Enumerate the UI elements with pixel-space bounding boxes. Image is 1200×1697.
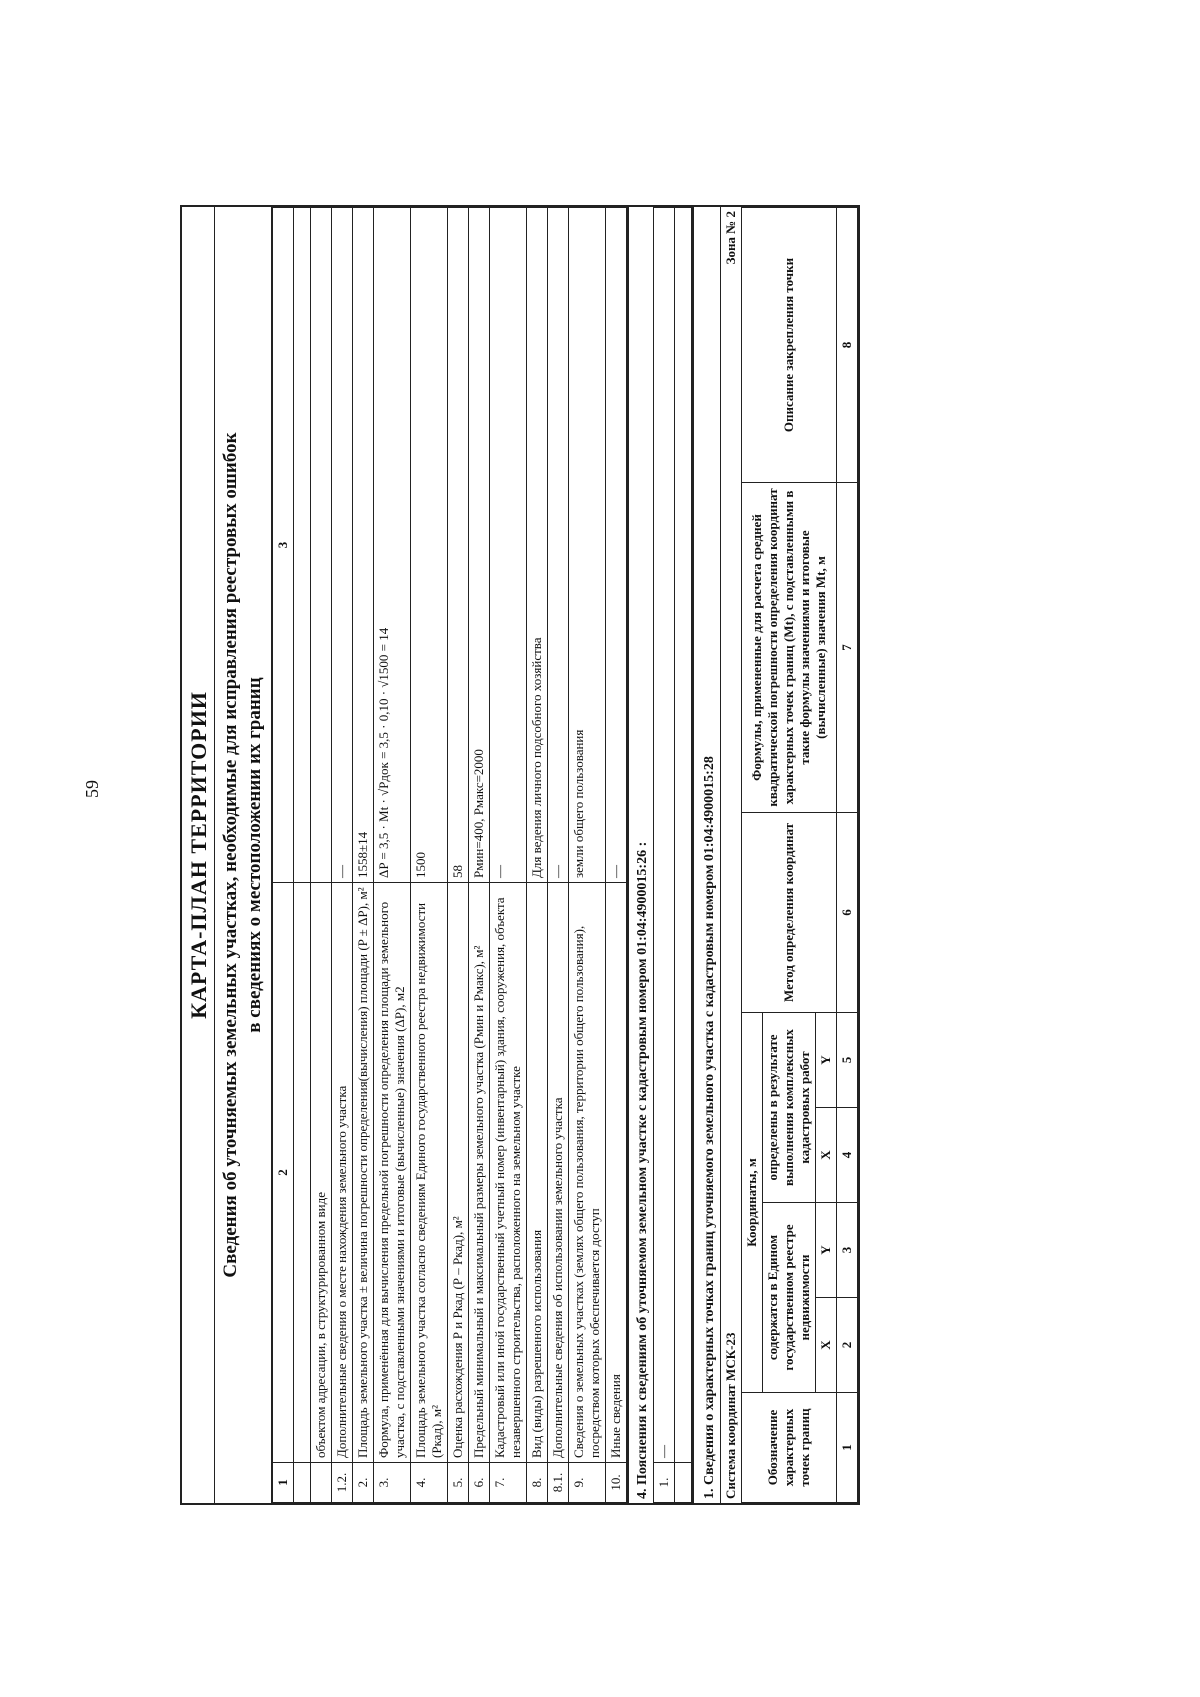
row-number: 10. [606,1463,627,1503]
row-number: 6. [469,1463,490,1503]
table-row [654,208,675,1503]
row-number: 1. [654,1463,675,1503]
row-number: 7. [490,1463,527,1503]
row-number: 4. [411,1463,448,1503]
row-label: Сведения о земельных участках (землях общего пользования, территории общего пользования), посредством которых обеспечивается доступ [569,883,606,1463]
header-coords: Координаты, м [742,1012,763,1392]
coord-system: Система координат МСК-23 [723,1332,738,1499]
header-point: Обозначение характерных точек границ [742,1393,837,1503]
row-number: 3. [374,1463,411,1503]
row-label: Предельный минимальный и максимальный размеры земельного участка (Рмин и Рмакс), м² [469,883,490,1463]
row-value: — [606,208,627,883]
header-x: X [816,1298,837,1393]
col-number: 1 [837,1393,858,1503]
table-row [527,208,548,1503]
section-4-title: 4. Пояснения к сведениям об уточняемом земельном участке с кадастровым номером 01:04:4900015:26 : [627,207,653,1503]
row-label: Площадь земельного участка согласно сведениям Единого государственного реестра недвижимости (Ркад), м² [411,883,448,1463]
row-number: 8.1. [548,1463,569,1503]
row-value: 1558±14 [353,208,374,883]
row-value: 1500 [411,208,448,883]
table-row [606,208,627,1503]
table-row [311,208,332,1503]
row-number: 1.2. [332,1463,353,1503]
table-row [548,208,569,1503]
row-value [311,208,332,883]
col-number: 6 [837,812,858,1012]
col-number: 7 [837,482,858,812]
row-label: Дополнительные сведения о месте нахождения земельного участка [332,883,353,1463]
row-value: — [490,208,527,883]
row-number: 5. [448,1463,469,1503]
row-label: Площадь земельного участка ± величина погрешности определения(вычисления) площади (P ± ΔP), м² [353,883,374,1463]
row-label: Вид (виды) разрешенного использования [527,883,548,1463]
details-header-row [273,208,294,1503]
coord-header-row-1 [742,208,763,1503]
header-egrn: содержатся в Едином государственном реестре недвижимости [763,1203,816,1393]
row-value: земли общего пользования [569,208,606,883]
rotated-form [180,205,1040,1505]
table-row [448,208,469,1503]
col-number: 8 [837,208,858,483]
header-y: Y [816,1012,837,1107]
blank-row [675,208,692,1503]
header-formula: Формулы, примененные для расчета средней квадратической погрешности определения координат характерных точек границ (Mt), с подставленными в такие формулы значениями и итоговые (вычисленные) значения Mt, м [742,482,837,812]
section-1-title: 1. Сведения о характерных точках границ уточняемого земельного участка с кадастровым номером 01:04:4900015:28 [692,207,720,1503]
subtitle-line-2: в сведениях о местоположении их границ [244,677,265,1033]
form-subtitle [215,207,272,1503]
coord-system-row [720,207,741,1503]
col-number: 5 [837,1012,858,1107]
subtitle-line-1: Сведения об уточняемых земельных участках, необходимые для исправления реестровых ошибок [220,432,241,1278]
table-row [411,208,448,1503]
header-x: X [816,1108,837,1203]
row-label: объектом адресации, в структурированном виде [311,883,332,1463]
col-number: 2 [837,1298,858,1393]
row-label: Дополнительные сведения об использовании земельного участка [548,883,569,1463]
table-row [569,208,606,1503]
coordinates-table [741,207,858,1503]
row-value: — [548,208,569,883]
row-label: Иные сведения [606,883,627,1463]
row-number [311,1463,332,1503]
row-value: 58 [448,208,469,883]
table-row [469,208,490,1503]
blank-row [294,208,311,1503]
row-value: ΔP = 3,5 · Mt · √Pдок = 3,5 · 0,10 · √1500 = 14 [374,208,411,883]
col-number: 4 [837,1108,858,1203]
row-label: Формула, применённая для вычисления предельной погрешности определения площади земельного участка, с подставленными значениями и итоговые (вычисленные) значения (ΔP), м2 [374,883,411,1463]
row-value: — [332,208,353,883]
table-row [332,208,353,1503]
section-4-table [653,207,692,1503]
row-label: Оценка расхождения Р и Ркад (Р – Ркад), м² [448,883,469,1463]
zone-label: Зона № 2 [723,211,738,265]
row-number: 2. [353,1463,374,1503]
form-title: КАРТА-ПЛАН ТЕРРИТОРИИ [182,207,215,1503]
header-description: Описание закрепления точки [742,208,837,483]
col-number: 3 [837,1203,858,1298]
page-number: 59 [82,780,102,798]
header-work: определены в результате выполнения комплексных кадастровых работ [763,1012,816,1202]
table-row [353,208,374,1503]
row-label: Кадастровый или иной государственный учетный номер (инвентарный) здания, сооружения, объекта незавершенного строительства, расположенного на земельном участке [490,883,527,1463]
details-table [272,207,627,1503]
header-col-3: 3 [273,208,294,883]
table-row [374,208,411,1503]
row-value: — [654,208,675,1463]
coord-number-row [837,208,858,1503]
header-method: Метод определения координат [742,812,837,1012]
header-col-2: 2 [273,883,294,1463]
row-number: 9. [569,1463,606,1503]
row-number: 8. [527,1463,548,1503]
form-frame [180,205,860,1505]
table-row [490,208,527,1503]
header-col-1: 1 [273,1463,294,1503]
row-value: Для ведения личного подсобного хозяйства [527,208,548,883]
row-value: Рмин=400, Рмакс=2000 [469,208,490,883]
header-y: Y [816,1203,837,1298]
